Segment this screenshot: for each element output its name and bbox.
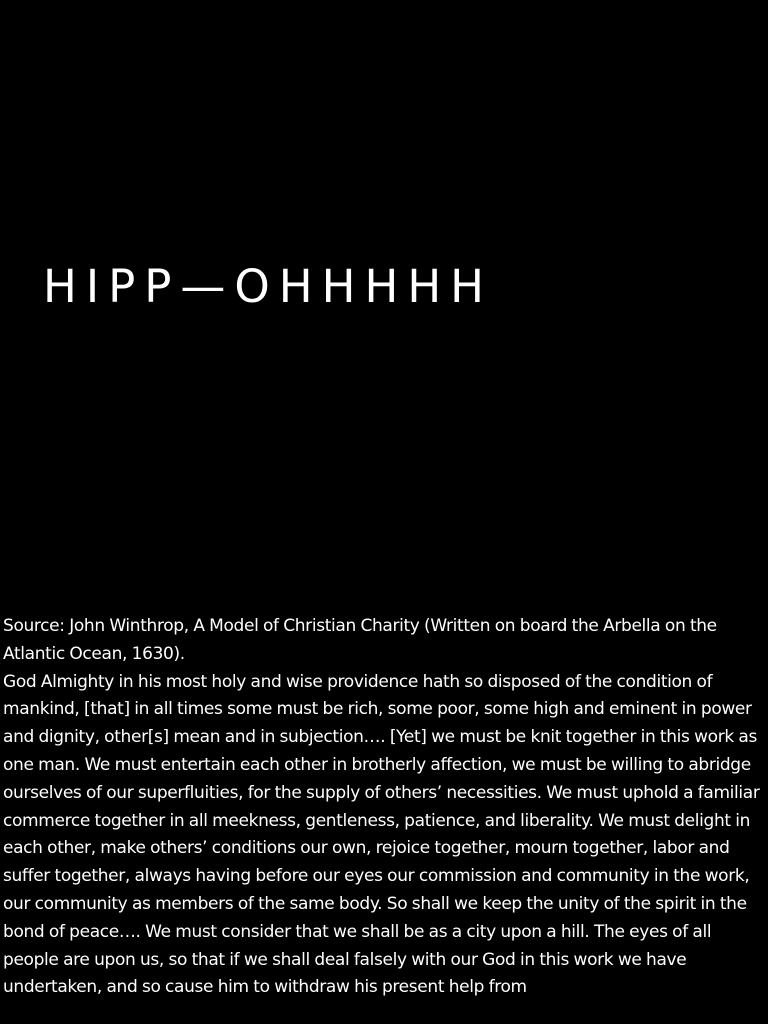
notes-text: [3, 613, 763, 1002]
slide-title: HIPP—OHHHHH: [43, 260, 493, 313]
source-citation: Source: John Winthrop, A Model of Christian Charity (Written on board the Arbella on the Atlantic Ocean, 1630).: [3, 616, 717, 664]
quote-body: God Almighty in his most holy and wise providence hath so disposed of the condition of mankind, [that] in all times some must be rich, some poor, some high and eminent in power and dignity, other[s] mean and in subjection…. [Yet] we must be knit together in this work as one man. We must entertain each other in brotherly affection, we must be willing to abridge ourselves of our superfluities, for the supply of others’ necessities. We must uphold a familiar commerce together in all meekness, gentleness, patience, and liberality. We must delight in each other, make others’ conditions our own, rejoice together, mourn together, labor and suffer together, always having before our eyes our commission and community in the work, our community as members of the same body. So shall we keep the unity of the spirit in the bond of peace…. We must consider that we shall be as a city upon a hill. The eyes of all people are upon us, so that if we shall deal falsely with our God in this work we have undertaken, and so cause him to withdraw his present help from: [3, 671, 760, 998]
